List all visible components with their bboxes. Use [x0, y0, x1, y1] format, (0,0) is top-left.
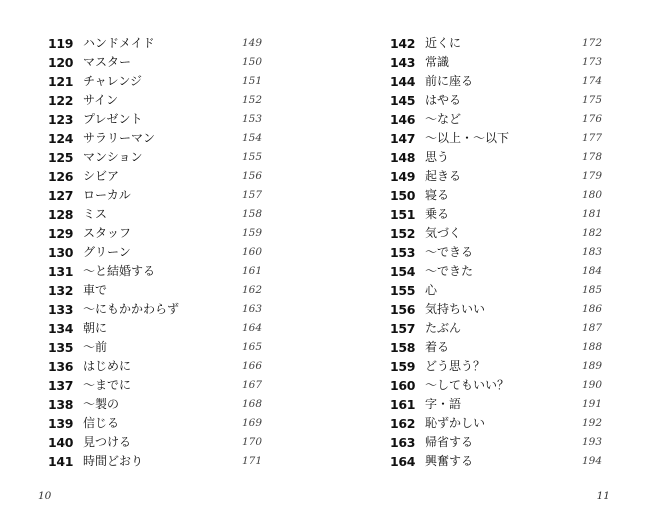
entry-term: 見つける [83, 435, 132, 449]
index-entry [40, 53, 262, 72]
index-entry [40, 357, 262, 376]
index-entry [382, 414, 602, 433]
index-entry [382, 167, 602, 186]
entry-term: シビア [83, 169, 120, 183]
entry-number: 137 [48, 378, 74, 393]
entry-page: 187 [581, 322, 602, 334]
index-entry [382, 243, 602, 262]
entry-number: 136 [48, 359, 74, 374]
entry-term: ～できた [425, 264, 474, 278]
index-entry [382, 338, 602, 357]
index-entry [382, 72, 602, 91]
index-entry [40, 281, 262, 300]
entry-number: 161 [390, 397, 416, 412]
entry-term: 車で [83, 283, 108, 297]
entry-number: 144 [390, 74, 416, 89]
entry-page: 185 [581, 284, 602, 296]
entry-page: 184 [581, 265, 602, 277]
entry-term: 前に座る [425, 74, 474, 88]
entry-page: 194 [581, 455, 602, 467]
entry-number: 156 [390, 302, 416, 317]
entry-term: ハンドメイド [83, 36, 155, 50]
right-column [382, 34, 602, 471]
index-entry [40, 243, 262, 262]
entry-number: 125 [48, 150, 74, 165]
entry-page: 181 [581, 208, 602, 220]
entry-number: 153 [390, 245, 416, 260]
entry-number: 164 [390, 454, 416, 469]
entry-term: スタッフ [83, 226, 132, 240]
index-entry [40, 414, 262, 433]
entry-page: 193 [581, 436, 602, 448]
entry-number: 142 [390, 36, 416, 51]
entry-page: 170 [241, 436, 262, 448]
entry-page: 149 [241, 37, 262, 49]
entry-term: チャレンジ [83, 74, 143, 88]
entry-term: ～と結婚する [83, 264, 156, 278]
entry-page: 186 [581, 303, 602, 315]
index-entry [40, 300, 262, 319]
left-column [40, 34, 262, 471]
entry-number: 119 [48, 36, 74, 51]
entry-number: 146 [390, 112, 416, 127]
entry-number: 135 [48, 340, 74, 355]
entry-number: 141 [48, 454, 74, 469]
entry-term: 時間どおり [83, 454, 144, 468]
entry-page: 182 [581, 227, 602, 239]
index-entry [40, 319, 262, 338]
entry-number: 138 [48, 397, 74, 412]
page-number-right: 11 [596, 490, 610, 502]
entry-page: 190 [581, 379, 602, 391]
entry-term: マンション [83, 150, 143, 164]
entry-number: 124 [48, 131, 74, 146]
entry-term: ～前 [83, 340, 108, 354]
entry-term: 着る [425, 340, 450, 354]
entry-term: ローカル [83, 188, 131, 202]
index-entry [40, 91, 262, 110]
index-entry [40, 110, 262, 129]
entry-number: 163 [390, 435, 416, 450]
entry-page: 177 [581, 132, 602, 144]
entry-number: 131 [48, 264, 74, 279]
entry-number: 148 [390, 150, 416, 165]
index-entry [40, 262, 262, 281]
entry-page: 156 [241, 170, 262, 182]
entry-page: 191 [581, 398, 602, 410]
entry-page: 183 [581, 246, 602, 258]
entry-number: 122 [48, 93, 74, 108]
entry-number: 162 [390, 416, 416, 431]
entry-term: ～にもかかわらず [83, 302, 180, 316]
entry-number: 151 [390, 207, 416, 222]
entry-term: プレゼント [83, 112, 143, 126]
index-entry [382, 91, 602, 110]
index-entry [382, 186, 602, 205]
entry-term: ～製の [83, 397, 120, 411]
entry-page: 192 [581, 417, 602, 429]
entry-number: 126 [48, 169, 74, 184]
index-entry [382, 110, 602, 129]
entry-page: 176 [581, 113, 602, 125]
index-entry [382, 395, 602, 414]
index-entry [382, 224, 602, 243]
entry-page: 166 [241, 360, 262, 372]
index-entry [40, 433, 262, 452]
entry-number: 134 [48, 321, 74, 336]
entry-term: サイン [83, 93, 119, 107]
entry-term: 興奮する [425, 454, 474, 468]
index-entry [40, 395, 262, 414]
entry-term: はやる [425, 93, 462, 107]
entry-term: グリーン [83, 245, 131, 259]
entry-term: ～までに [83, 378, 132, 392]
entry-page: 159 [241, 227, 262, 239]
entry-number: 128 [48, 207, 74, 222]
entry-term: ～以上・～以下 [425, 131, 510, 145]
entry-number: 120 [48, 55, 74, 70]
entry-term: 信じる [83, 416, 120, 430]
entry-term: サラリーマン [83, 131, 156, 145]
entry-term: どう思う？ [425, 359, 486, 373]
entry-term: 思う [425, 150, 450, 164]
entry-page: 167 [241, 379, 262, 391]
entry-term: 恥ずかしい [425, 416, 486, 430]
entry-page: 161 [241, 265, 262, 277]
entry-number: 139 [48, 416, 74, 431]
entry-term: ～できる [425, 245, 474, 259]
entry-term: 帰省する [425, 435, 474, 449]
entry-term: たぶん [425, 321, 462, 335]
entry-number: 123 [48, 112, 74, 127]
entry-page: 179 [581, 170, 602, 182]
entry-term: 心 [425, 283, 438, 297]
entry-number: 159 [390, 359, 416, 374]
index-entry [382, 319, 602, 338]
entry-number: 150 [390, 188, 416, 203]
index-entry [40, 167, 262, 186]
entry-page: 163 [241, 303, 262, 315]
index-entry [382, 357, 602, 376]
index-entry [40, 452, 262, 471]
index-entry [382, 452, 602, 471]
entry-term: 気持ちいい [425, 302, 486, 316]
index-entry [40, 376, 262, 395]
index-entry [382, 281, 602, 300]
entry-number: 154 [390, 264, 416, 279]
entry-page: 188 [581, 341, 602, 353]
entry-term: はじめに [83, 359, 132, 373]
entry-number: 143 [390, 55, 416, 70]
entry-term: 字・語 [425, 397, 462, 411]
index-entry [40, 186, 262, 205]
entry-page: 154 [241, 132, 262, 144]
index-entry [382, 53, 602, 72]
entry-number: 155 [390, 283, 416, 298]
index-entry [382, 148, 602, 167]
entry-term: 寝る [425, 188, 450, 202]
entry-number: 152 [390, 226, 416, 241]
entry-page: 171 [241, 455, 262, 467]
entry-page: 150 [241, 56, 262, 68]
entry-page: 189 [581, 360, 602, 372]
entry-term: マスター [83, 55, 132, 69]
entry-number: 147 [390, 131, 416, 146]
entry-number: 133 [48, 302, 74, 317]
index-entry [382, 433, 602, 452]
entry-number: 132 [48, 283, 74, 298]
entry-term: 常識 [425, 55, 450, 69]
index-entry [40, 205, 262, 224]
entry-number: 145 [390, 93, 416, 108]
entry-term: 乗る [425, 207, 450, 221]
entry-number: 157 [390, 321, 416, 336]
entry-number: 140 [48, 435, 74, 450]
entry-term: 起きる [425, 169, 462, 183]
entry-page: 178 [581, 151, 602, 163]
entry-page: 152 [241, 94, 262, 106]
entry-number: 158 [390, 340, 416, 355]
index-entry [40, 34, 262, 53]
entry-term: 近くに [425, 36, 462, 50]
index-entry [40, 338, 262, 357]
entry-term: ミス [83, 207, 108, 221]
entry-page: 173 [581, 56, 602, 68]
entry-page: 158 [241, 208, 262, 220]
index-entry [40, 72, 262, 91]
index-entry [382, 262, 602, 281]
page-number-left: 10 [38, 490, 52, 502]
entry-term: ～してもいい？ [425, 378, 510, 392]
entry-term: 気づく [425, 226, 462, 240]
index-entry [382, 205, 602, 224]
index-entry [382, 376, 602, 395]
entry-number: 130 [48, 245, 74, 260]
index-entry [382, 34, 602, 53]
entry-page: 160 [241, 246, 262, 258]
entry-page: 180 [581, 189, 602, 201]
index-entry [40, 224, 262, 243]
index-entry [40, 148, 262, 167]
entry-term: ～など [425, 112, 462, 126]
entry-page: 168 [241, 398, 262, 410]
entry-page: 151 [241, 75, 262, 87]
entry-number: 129 [48, 226, 74, 241]
entry-page: 174 [581, 75, 602, 87]
entry-page: 165 [241, 341, 262, 353]
entry-page: 169 [241, 417, 262, 429]
entry-number: 160 [390, 378, 416, 393]
entry-page: 155 [241, 151, 262, 163]
entry-number: 121 [48, 74, 74, 89]
entry-number: 127 [48, 188, 74, 203]
entry-page: 153 [241, 113, 262, 125]
entry-number: 149 [390, 169, 416, 184]
entry-term: 朝に [83, 321, 108, 335]
entry-page: 157 [241, 189, 262, 201]
entry-page: 164 [241, 322, 262, 334]
index-entry [40, 129, 262, 148]
index-entry [382, 129, 602, 148]
entry-page: 175 [581, 94, 602, 106]
index-entry [382, 300, 602, 319]
entry-page: 172 [581, 37, 602, 49]
entry-page: 162 [241, 284, 262, 296]
